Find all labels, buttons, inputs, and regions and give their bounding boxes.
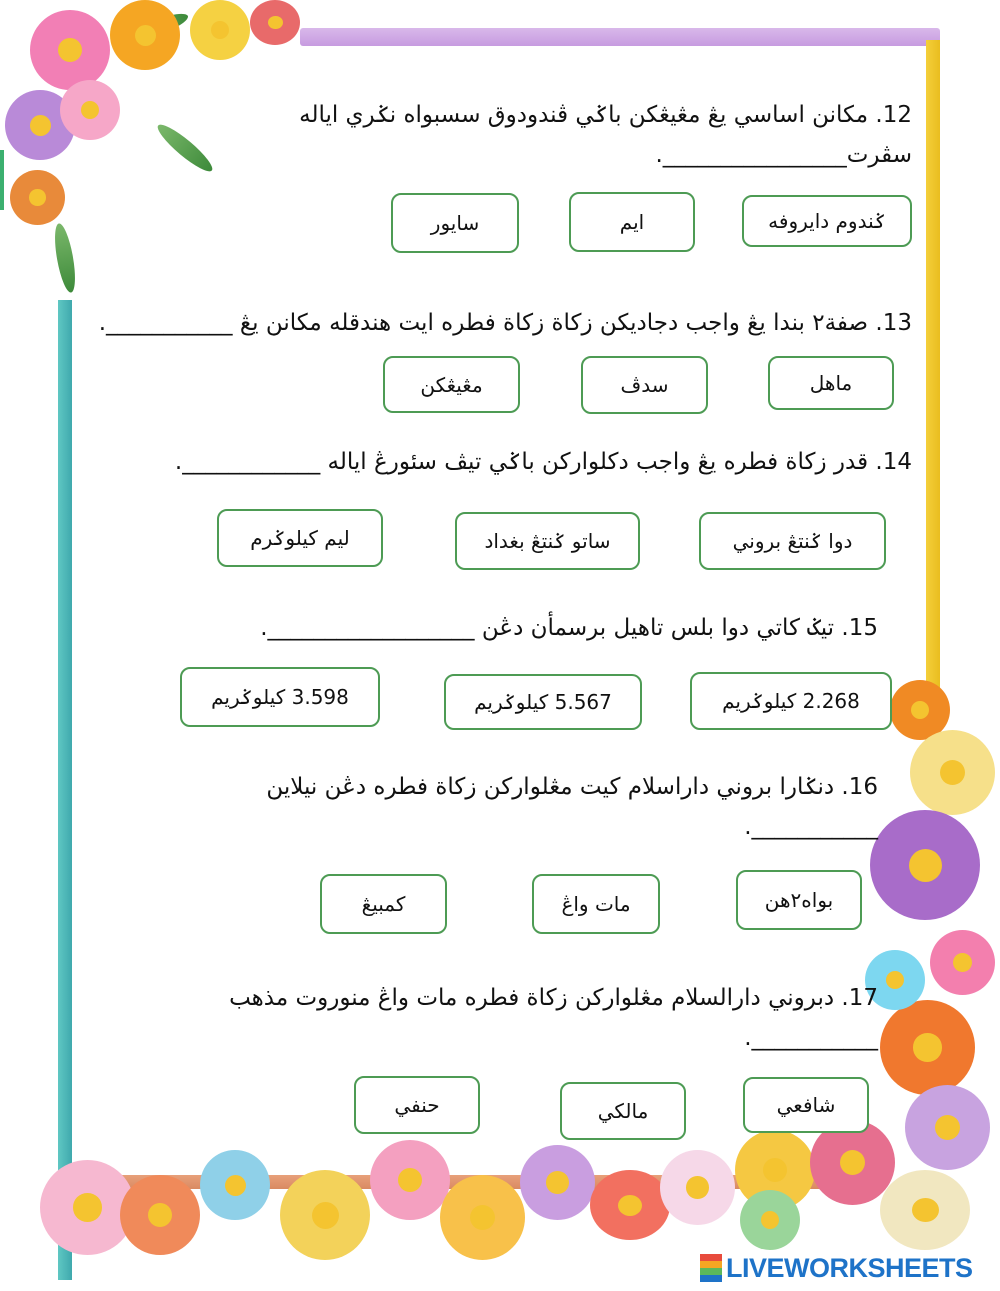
frame-top-border: [300, 28, 940, 46]
option-button[interactable]: ايم: [569, 192, 695, 252]
question-text: دنݢارا بروني داراسلام کيت مڠلوارکن زکاة فطره دڠن نيلاين: [266, 774, 835, 800]
liveworksheets-logo: [700, 1252, 973, 1284]
flower-decoration: [880, 1170, 970, 1250]
answer-blank[interactable]: __________________: [267, 615, 475, 641]
page-edge-tab: [0, 150, 4, 210]
question-15: 15. تيݢ کاتي دوا بلس تاهيل برسمأن دڠن __________________.: [260, 615, 878, 641]
flower-decoration: [370, 1140, 450, 1220]
flower-decoration: [10, 170, 65, 225]
question-text: مکانن اساسي يڠ مڠيڠکن باݢي ڤندودوق سسبواه نݢري اياله: [299, 102, 869, 128]
question-13: 13. صفة٢ بندا يڠ واجب دجاديکن زکاة زکاة فطره ايت هندقله مکانن يڠ ___________.: [98, 310, 912, 336]
question-number: 16: [848, 774, 878, 800]
option-button[interactable]: ساتو ݢنتڠ بغداد: [455, 512, 640, 570]
flower-decoration: [250, 0, 300, 45]
flower-decoration: [60, 80, 120, 140]
answer-blank[interactable]: ____________: [182, 449, 321, 475]
leaf-decoration: [51, 222, 79, 294]
flower-decoration: [660, 1150, 735, 1225]
logo-badge-icon: [700, 1254, 722, 1282]
option-button[interactable]: مات واڠ: [532, 874, 660, 934]
flower-decoration: [870, 810, 980, 920]
option-button[interactable]: 2.268 کيلوݢريم: [690, 672, 892, 730]
flower-decoration: [190, 0, 250, 60]
flower-decoration: [200, 1150, 270, 1220]
question-text: تيݢ کاتي دوا بلس تاهيل برسمأن دڠن: [481, 615, 835, 641]
question-number: 12: [882, 102, 912, 128]
option-button[interactable]: مڠيڠکن: [383, 356, 520, 413]
option-button[interactable]: بواه٢هن: [736, 870, 862, 930]
flower-decoration: [30, 10, 110, 90]
question-text: سڤرت: [846, 142, 912, 168]
option-button[interactable]: مالکي: [560, 1082, 686, 1140]
question-text: صفة٢ بندا يڠ واجب دجاديکن زکاة زکاة فطره ايت هندقله مکانن يڠ: [239, 310, 869, 336]
option-button[interactable]: ليم کيلوݢرم: [217, 509, 383, 567]
question-number: 15: [848, 615, 878, 641]
flower-decoration: [110, 0, 180, 70]
flower-decoration: [440, 1175, 525, 1260]
flower-decoration: [930, 930, 995, 995]
option-button[interactable]: سايور: [391, 193, 519, 253]
option-button[interactable]: کمبيڠ: [320, 874, 447, 934]
brand-name: LIVEWORKSHEETS: [726, 1252, 973, 1283]
question-text: قدر زکاة فطره يڠ واجب دکلوارکن باݢي تيڤ سئورڠ اياله: [327, 449, 869, 475]
option-button[interactable]: 5.567 کيلوݢريم: [444, 674, 642, 730]
flower-decoration: [280, 1170, 370, 1260]
flower-decoration: [910, 730, 995, 815]
option-button[interactable]: شافعي: [743, 1077, 869, 1133]
option-button[interactable]: دوا ݢنتڠ بروني: [699, 512, 886, 570]
flower-decoration: [590, 1170, 670, 1240]
option-button[interactable]: ݢندوم دايروفه: [742, 195, 912, 247]
option-button[interactable]: حنفي: [354, 1076, 480, 1134]
question-text: دبروني دارالسلام مڠلوارکن زکاة فطره مات واڠ منوروت مذهب: [229, 985, 835, 1011]
flower-decoration: [120, 1175, 200, 1255]
flower-decoration: [905, 1085, 990, 1170]
answer-blank[interactable]: ___________: [751, 814, 878, 840]
question-number: 17: [848, 985, 878, 1011]
flower-decoration: [740, 1190, 800, 1250]
question-number: 14: [882, 449, 912, 475]
question-14: 14. قدر زکاة فطره يڠ واجب دکلوارکن باݢي تيڤ سئورڠ اياله ____________.: [174, 449, 912, 475]
flower-decoration: [880, 1000, 975, 1095]
question-17: 17. دبروني دارالسلام مڠلوارکن زکاة فطره مات واڠ منوروت مذهب ___________.: [229, 985, 878, 1051]
question-12: 12. مکانن اساسي يڠ مڠيڠکن باݢي ڤندودوق سسبواه نݢري اياله سڤرت________________.: [299, 102, 912, 168]
option-button[interactable]: سدڤ: [581, 356, 708, 414]
answer-blank[interactable]: ___________: [751, 1025, 878, 1051]
flower-decoration: [520, 1145, 595, 1220]
option-button[interactable]: 3.598 کيلوݢريم: [180, 667, 380, 727]
question-16: 16. دنݢارا بروني داراسلام کيت مڠلوارکن زکاة فطره دڠن نيلاين ___________.: [266, 774, 878, 840]
answer-blank[interactable]: ________________: [662, 142, 847, 168]
answer-blank[interactable]: ___________: [106, 310, 233, 336]
question-number: 13: [882, 310, 912, 336]
option-button[interactable]: ماهل: [768, 356, 894, 410]
